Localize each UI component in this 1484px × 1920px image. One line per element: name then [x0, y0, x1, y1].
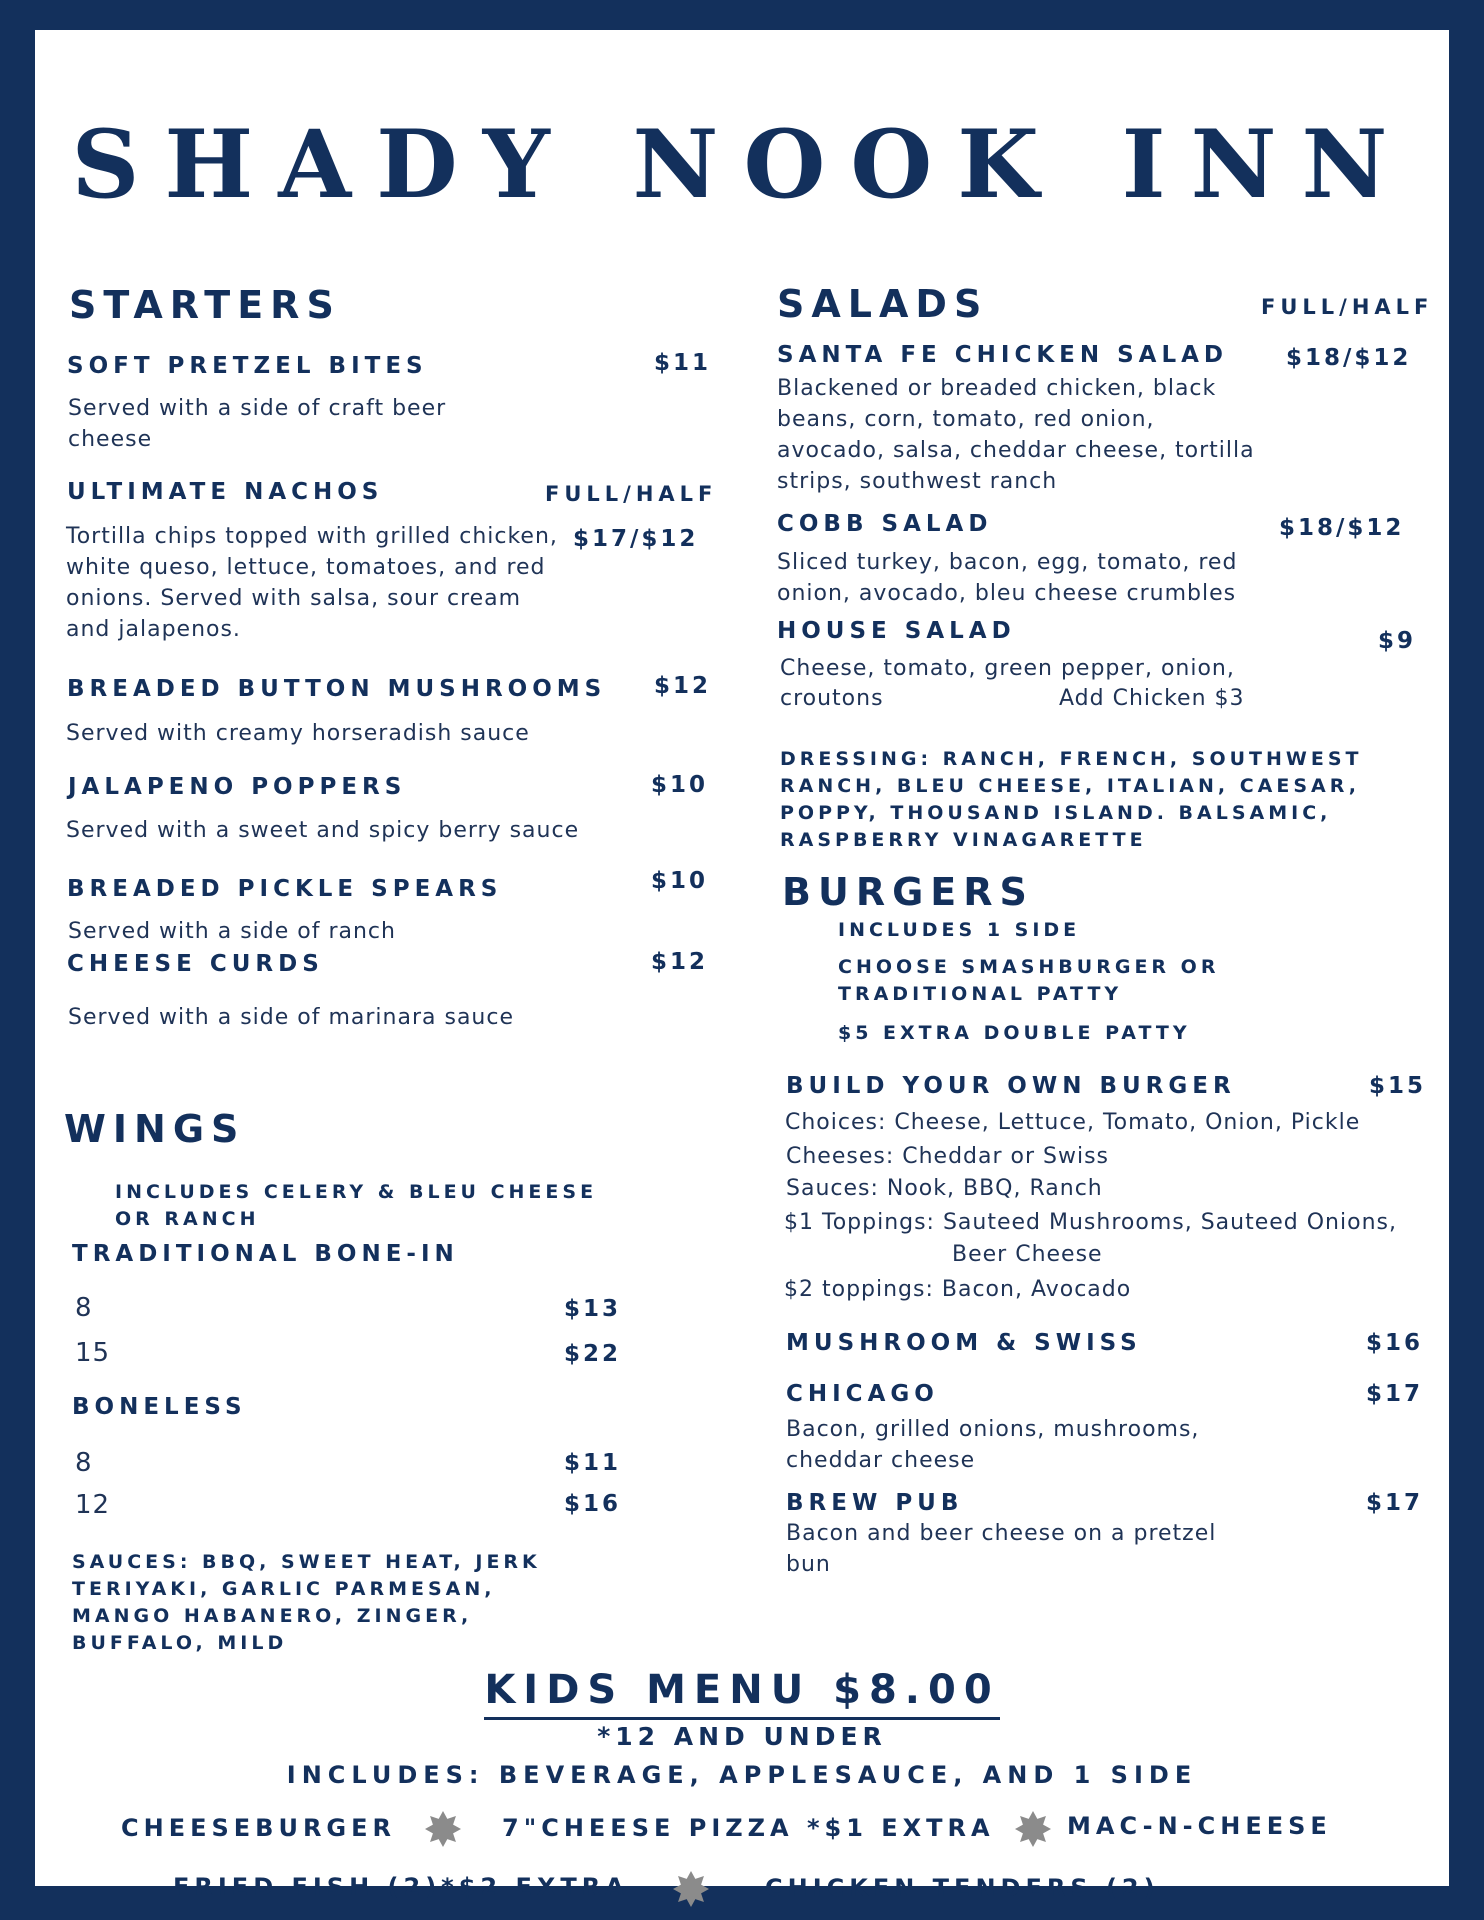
kids-age-limit: *12 AND UNDER — [597, 1722, 887, 1751]
wings-heading: WINGS — [64, 1107, 246, 1151]
chicago-price: $17 — [1366, 1381, 1424, 1407]
kids-menu-heading: KIDS MENU $8.00 — [35, 1670, 1449, 1710]
ultimate-nachos-desc: Tortilla chips topped with grilled chicken, white queso, lettuce, tomatoes, and red onions. Served with salsa, sour cream and jalapenos. — [66, 524, 558, 642]
burgers-note-side: INCLUDES 1 SIDE — [838, 919, 1081, 941]
soft-pretzel-bites-price: $11 — [654, 350, 712, 376]
breaded-button-mushrooms-price: $12 — [654, 673, 712, 699]
soft-pretzel-bites-name: SOFT PRETZEL BITES — [67, 353, 428, 379]
wings-note: INCLUDES CELERY & BLEU CHEESE OR RANCH — [115, 1181, 598, 1230]
santa-fe-chicken-salad-name: SANTA FE CHICKEN SALAD — [777, 342, 1229, 368]
wing-price: $11 — [564, 1450, 622, 1476]
burgers-note-double: $5 EXTRA DOUBLE PATTY — [838, 1022, 1191, 1044]
breaded-pickle-spears-name: BREADED PICKLE SPEARS — [67, 876, 503, 902]
salads-heading: SALADS — [777, 282, 989, 326]
star-separator-icon — [1015, 1811, 1051, 1847]
byob-toppings-2: $2 toppings: Bacon, Avocado — [784, 1277, 1132, 1302]
wing-sauces: SAUCES: BBQ, SWEET HEAT, JERK TERIYAKI, GARLIC PARMESAN, MANGO HABANERO, ZINGER, BUFFALO, MILD — [72, 1551, 541, 1654]
cobb-salad-name: COBB SALAD — [777, 511, 993, 537]
ultimate-nachos-size-label: FULL/HALF — [545, 482, 718, 506]
burgers-note-patty: CHOOSE SMASHBURGER OR TRADITIONAL PATTY — [838, 956, 1220, 1005]
kids-item: FRIED FISH (2)*$2 EXTRA — [173, 1873, 629, 1901]
ultimate-nachos-name: ULTIMATE NACHOS — [67, 479, 384, 505]
santa-fe-chicken-salad-desc: Blackened or breaded chicken, black beans, corn, tomato, red onion, avocado, salsa, cheddar cheese, tortilla strips, southwest ranch — [777, 376, 1255, 494]
byob-sauces: Sauces: Nook, BBQ, Ranch — [786, 1176, 1103, 1201]
breaded-pickle-spears-desc: Served with a side of ranch — [68, 919, 396, 944]
kids-item: CHICKEN TENDERS (2) — [765, 1874, 1160, 1902]
house-salad-price: $9 — [1378, 628, 1417, 654]
soft-pretzel-bites-desc: Served with a side of craft beer cheese — [68, 396, 447, 452]
restaurant-title: SHADY NOOK INN — [71, 110, 1413, 220]
byob-choices: Choices: Cheese, Lettuce, Tomato, Onion, Pickle — [785, 1110, 1361, 1135]
build-your-own-burger-price: $15 — [1369, 1073, 1427, 1099]
santa-fe-chicken-salad-price: $18/$12 — [1286, 345, 1412, 371]
jalapeno-poppers-price: $10 — [651, 772, 709, 798]
menu-page — [35, 30, 1449, 1902]
salads-size-label: FULL/HALF — [1261, 295, 1434, 319]
cobb-salad-price: $18/$12 — [1279, 515, 1405, 541]
wing-price: $13 — [564, 1296, 622, 1322]
chicago-name: CHICAGO — [786, 1381, 939, 1407]
build-your-own-burger-name: BUILD YOUR OWN BURGER — [786, 1073, 1236, 1099]
star-separator-icon — [425, 1811, 461, 1847]
cheese-curds-desc: Served with a side of marinara sauce — [68, 1005, 514, 1030]
wing-price: $22 — [564, 1341, 622, 1367]
house-salad-desc: croutons — [780, 686, 884, 711]
wing-qty: 8 — [75, 1448, 93, 1478]
byob-toppings-1: $1 Toppings: Sauteed Mushrooms, Sauteed Onions, — [784, 1210, 1397, 1235]
wing-qty: 8 — [75, 1293, 93, 1323]
wing-qty: 15 — [75, 1338, 111, 1368]
breaded-button-mushrooms-desc: Served with creamy horseradish sauce — [66, 721, 530, 746]
brew-pub-desc: Bacon and beer cheese on a pretzel bun — [786, 1521, 1217, 1577]
mushroom-swiss-name: MUSHROOM & SWISS — [786, 1330, 1142, 1356]
byob-cheeses: Cheeses: Cheddar or Swiss — [786, 1144, 1110, 1169]
star-separator-icon — [673, 1871, 709, 1907]
breaded-pickle-spears-price: $10 — [651, 868, 709, 894]
wing-qty: 12 — [75, 1490, 111, 1520]
jalapeno-poppers-desc: Served with a sweet and spicy berry sauce — [66, 818, 580, 843]
kids-includes: INCLUDES: BEVERAGE, APPLESAUCE, AND 1 SIDE — [286, 1761, 1198, 1789]
mushroom-swiss-price: $16 — [1366, 1330, 1424, 1356]
traditional-bone-in-name: TRADITIONAL BONE-IN — [72, 1241, 459, 1267]
brew-pub-price: $17 — [1366, 1490, 1424, 1516]
ultimate-nachos-price: $17/$12 — [573, 526, 699, 552]
burgers-heading: BURGERS — [782, 870, 1034, 914]
cobb-salad-desc: Sliced turkey, bacon, egg, tomato, red onion, avocado, bleu cheese crumbles — [777, 550, 1238, 606]
cheese-curds-name: CHEESE CURDS — [67, 951, 324, 977]
house-salad-add-chicken: Add Chicken $3 — [1059, 686, 1245, 711]
chicago-desc: Bacon, grilled onions, mushrooms, cheddar cheese — [786, 1417, 1200, 1473]
house-salad-name: HOUSE SALAD — [777, 618, 1016, 644]
house-salad-desc: Cheese, tomato, green pepper, onion, — [780, 656, 1235, 681]
kids-item: MAC-N-CHEESE — [1067, 1812, 1332, 1840]
boneless-name: BONELESS — [72, 1394, 247, 1420]
starters-heading: STARTERS — [69, 283, 341, 327]
kids-item: 7"CHEESE PIZZA *$1 EXTRA — [502, 1814, 995, 1842]
cheese-curds-price: $12 — [651, 949, 709, 975]
brew-pub-name: BREW PUB — [786, 1490, 964, 1516]
wing-price: $16 — [564, 1491, 622, 1517]
jalapeno-poppers-name: JALAPENO POPPERS — [68, 774, 407, 800]
byob-toppings-1-cont: Beer Cheese — [952, 1242, 1103, 1267]
breaded-button-mushrooms-name: BREADED BUTTON MUSHROOMS — [67, 676, 607, 702]
kids-item: CHEESEBURGER — [121, 1814, 397, 1842]
salad-dressings: DRESSING: RANCH, FRENCH, SOUTHWEST RANCH, BLEU CHEESE, ITALIAN, CAESAR, POPPY, THOUSAND ISLAND. BALSAMIC, RASPBERRY VINAGARETTE — [780, 748, 1363, 851]
